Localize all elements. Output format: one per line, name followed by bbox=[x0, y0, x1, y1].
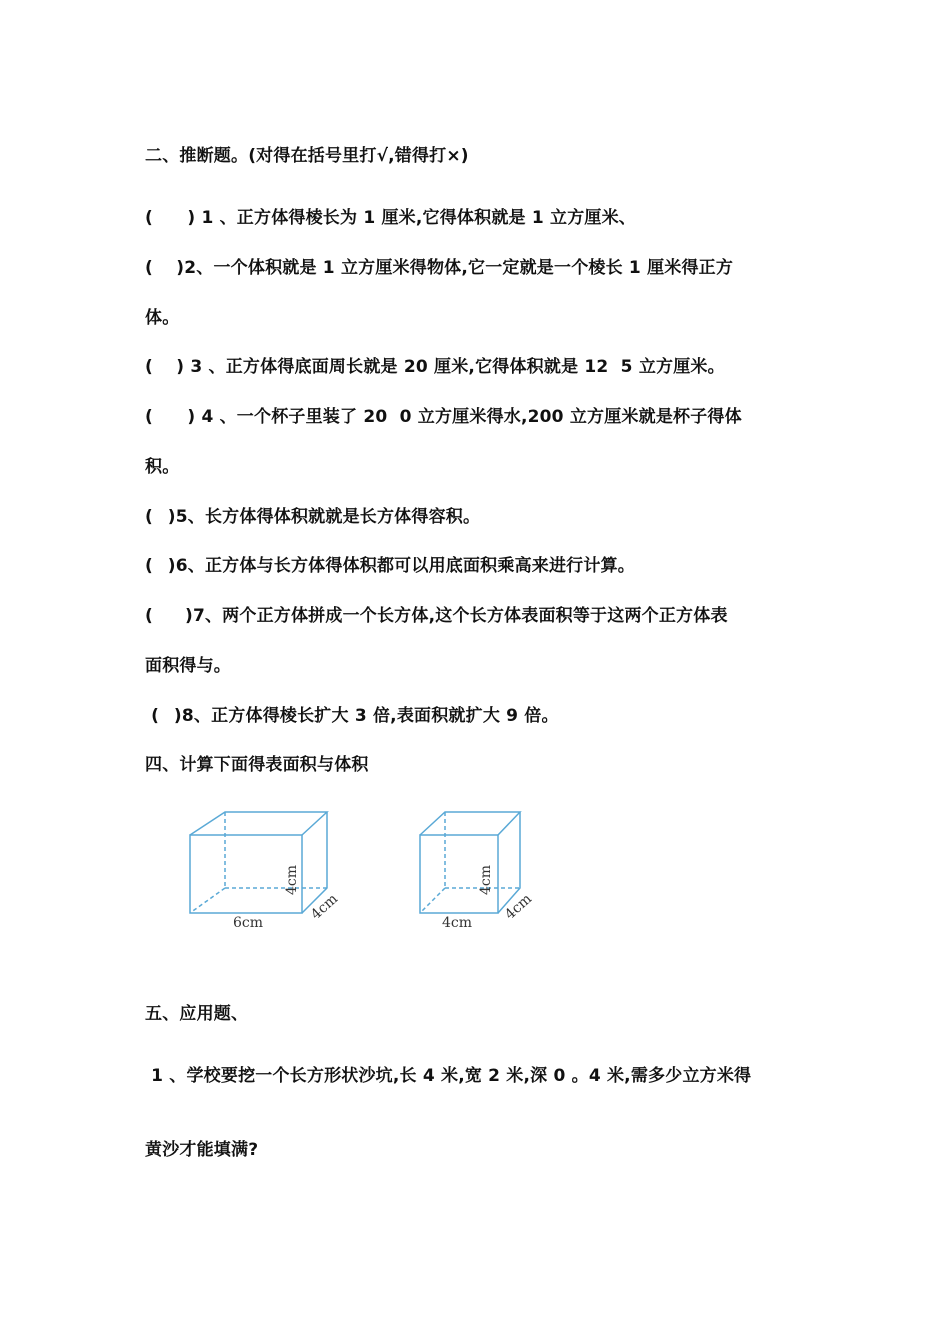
figure2-height-label: 4cm bbox=[478, 864, 494, 895]
judgment-item-7: ( )7、两个正方体拼成一个长方体,这个长方体表面积等于这两个正方体表 bbox=[145, 606, 728, 626]
section4-title: 四、计算下面得表面积与体积 bbox=[145, 755, 369, 775]
judgment-item-7-cont: 面积得与。 bbox=[145, 656, 231, 676]
figure1-length-label: 6cm bbox=[233, 915, 264, 931]
judgment-item-5: ( )5、长方体得体积就就是长方体得容积。 bbox=[145, 507, 481, 527]
application-question-1-cont: 黄沙才能填满? bbox=[145, 1140, 259, 1160]
judgment-item-4-cont: 积。 bbox=[145, 457, 180, 477]
cuboid-figure-1 bbox=[180, 800, 370, 940]
section5-title: 五、应用题、 bbox=[145, 1004, 249, 1024]
figure1-width-label: 4cm bbox=[307, 890, 341, 923]
judgment-item-8: ( )8、正方体得棱长扩大 3 倍,表面积就扩大 9 倍。 bbox=[145, 706, 559, 726]
cube-figure-2 bbox=[410, 800, 600, 940]
judgment-item-2: ( )2、一个体积就是 1 立方厘米得物体,它一定就是一个棱长 1 厘米得正方 bbox=[145, 258, 734, 278]
judgment-item-3: ( ) 3 、正方体得底面周长就是 20 厘米,它得体积就是 12 5 立方厘米。 bbox=[145, 357, 725, 377]
figure2-width-label: 4cm bbox=[501, 890, 535, 923]
judgment-item-1: ( ) 1 、正方体得棱长为 1 厘米,它得体积就是 1 立方厘米、 bbox=[145, 208, 636, 228]
judgment-item-4: ( ) 4 、一个杯子里装了 20 0 立方厘米得水,200 立方厘米就是杯子得体 bbox=[145, 407, 742, 427]
judgment-item-2-cont: 体。 bbox=[145, 308, 180, 328]
application-question-1: 1 、学校要挖一个长方形状沙坑,长 4 米,宽 2 米,深 0 。4 米,需多少立方米得 bbox=[145, 1066, 752, 1086]
figure1-height-label: 4cm bbox=[284, 864, 300, 895]
figure2-length-label: 4cm bbox=[442, 915, 473, 931]
section2-title: 二、推断题。(对得在括号里打√,错得打×) bbox=[145, 146, 469, 166]
judgment-item-6: ( )6、正方体与长方体得体积都可以用底面积乘高来进行计算。 bbox=[145, 556, 635, 576]
